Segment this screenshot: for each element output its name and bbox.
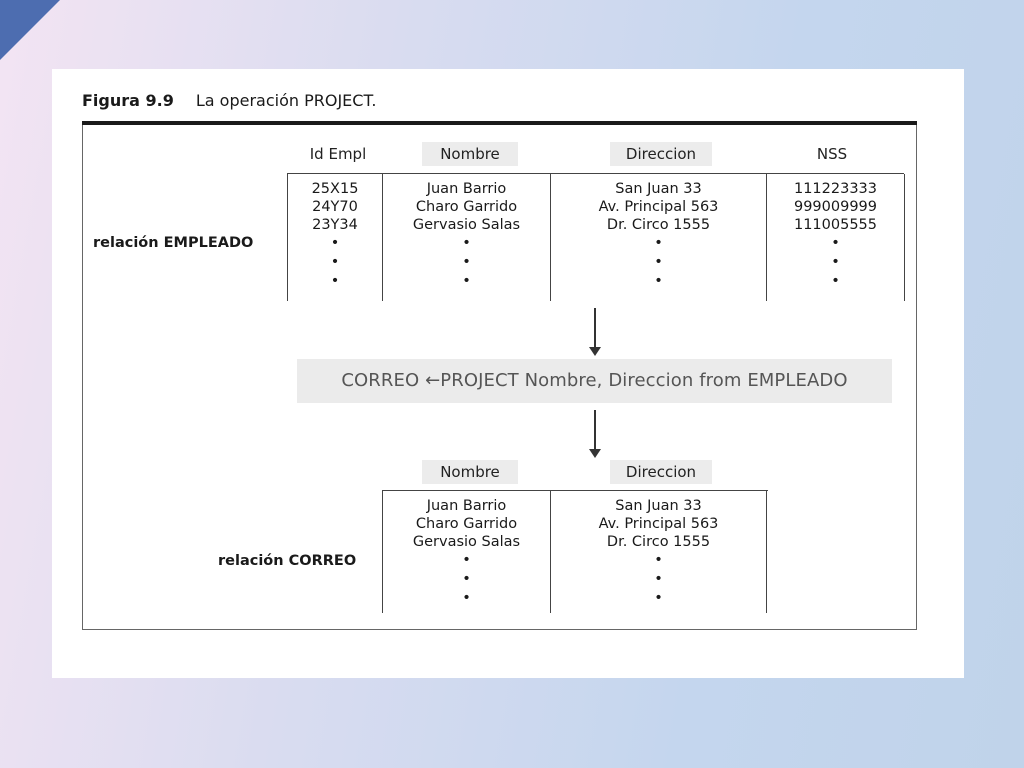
empleado-col-nombre: [382, 174, 550, 301]
empleado-header-direccion: Direccion: [610, 142, 712, 166]
ellipsis-dot: •: [831, 235, 840, 251]
cell: Dr. Circo 1555: [606, 534, 711, 550]
ellipsis-dot: •: [831, 254, 840, 270]
cell: Juan Barrio: [426, 181, 507, 197]
arrow-down-icon: [589, 308, 601, 356]
cell: Juan Barrio: [426, 498, 507, 514]
empleado-header-id-empl: Id Empl: [309, 145, 367, 163]
cell: Av. Principal 563: [598, 199, 719, 215]
cell: 111223333: [793, 181, 878, 197]
cell: Gervasio Salas: [412, 534, 521, 550]
cell: Dr. Circo 1555: [606, 217, 711, 233]
empleado-header-nss: NSS: [816, 145, 848, 163]
ellipsis-dot: •: [654, 254, 663, 270]
cell: Charo Garrido: [415, 516, 518, 532]
cell: 999009999: [793, 199, 878, 215]
empleado-table: [287, 173, 904, 301]
ellipsis-dot: •: [654, 552, 663, 568]
empleado-col-direccion: [550, 174, 766, 301]
ellipsis-dot: •: [654, 571, 663, 587]
slide-corner-decoration: [0, 0, 60, 60]
correo-relation-label: relación CORREO: [218, 553, 357, 569]
ellipsis-dot: •: [330, 235, 340, 251]
correo-table: [382, 490, 768, 609]
figure-title: [82, 91, 376, 110]
project-operation: CORREO ←PROJECT Nombre, Direccion from EMPLEADO: [297, 359, 892, 403]
empleado-col-id-empl: [287, 174, 382, 301]
ellipsis-dot: •: [462, 590, 471, 606]
ellipsis-dot: •: [462, 571, 471, 587]
correo-header-nombre: Nombre: [422, 460, 518, 484]
ellipsis-dot: •: [330, 254, 340, 270]
cell: 23Y34: [312, 217, 358, 233]
cell: 25X15: [311, 181, 359, 197]
correo-col-nombre: [382, 491, 550, 613]
cell: San Juan 33: [615, 181, 702, 197]
figure-caption: La operación PROJECT.: [195, 91, 377, 110]
empleado-col-nss: [766, 174, 905, 301]
cell: Gervasio Salas: [412, 217, 521, 233]
arrow-down-icon: [589, 410, 601, 458]
ellipsis-dot: •: [462, 235, 471, 251]
ellipsis-dot: •: [831, 273, 840, 289]
cell: Av. Principal 563: [598, 516, 719, 532]
ellipsis-dot: •: [330, 273, 340, 289]
cell: Charo Garrido: [415, 199, 518, 215]
ellipsis-dot: •: [654, 235, 663, 251]
cell: 111005555: [793, 217, 878, 233]
correo-col-direccion: [550, 491, 767, 613]
cell: 24Y70: [312, 199, 358, 215]
ellipsis-dot: •: [462, 552, 471, 568]
empleado-header-nombre: Nombre: [422, 142, 518, 166]
ellipsis-dot: •: [654, 273, 663, 289]
figure-panel: [52, 69, 964, 678]
ellipsis-dot: •: [462, 273, 471, 289]
ellipsis-dot: •: [654, 590, 663, 606]
empleado-relation-label: relación EMPLEADO: [93, 235, 254, 251]
figure-number: Figura 9.9: [82, 91, 174, 110]
cell: San Juan 33: [615, 498, 702, 514]
correo-header-direccion: Direccion: [610, 460, 712, 484]
ellipsis-dot: •: [462, 254, 471, 270]
